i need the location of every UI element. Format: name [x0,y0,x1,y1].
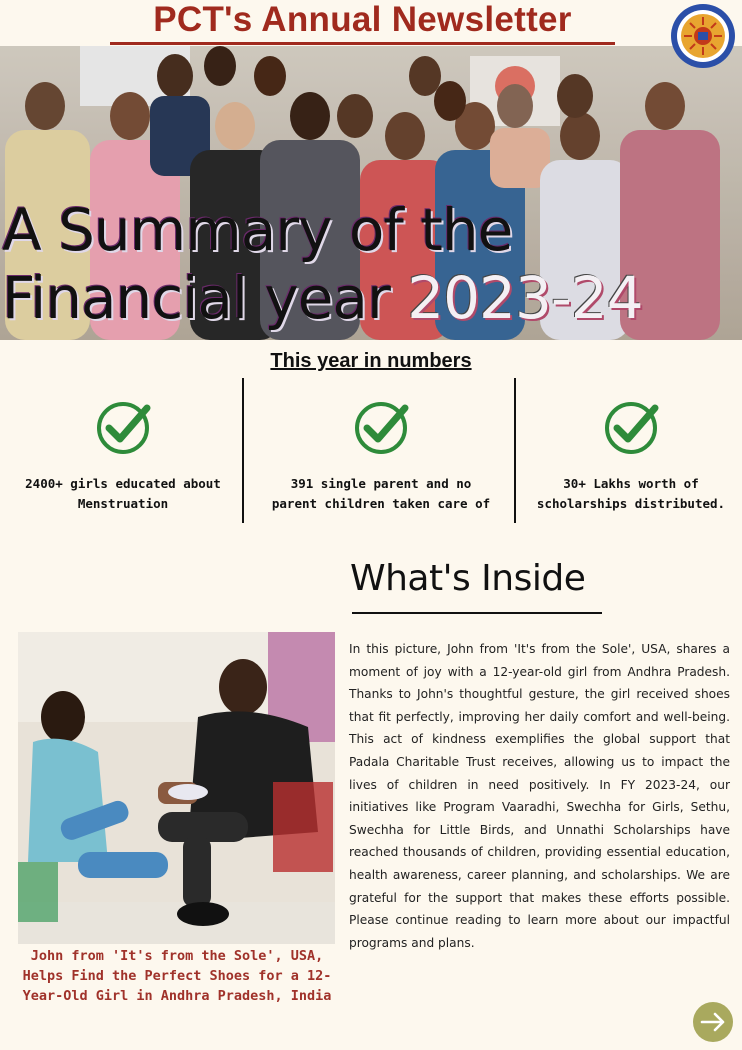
numbers-section-title: This year in numbers [270,350,472,372]
shoe-fitting-photo [18,632,335,944]
hero-line-2-prefix: Financial year [2,264,390,332]
photo-caption: John from 'It's from the Sole', USA, Helps Find the Perfect Shoes for a 12-Year-Old Girl in Andhra Pradesh, India [22,948,332,1004]
stat-text [8,474,238,514]
stat-line-1: 30+ Lakhs worth of [563,476,699,491]
stat-line-2: scholarships distributed. [536,496,726,511]
newsletter-header [0,0,742,46]
whats-inside-title: What's Inside [350,558,586,599]
inside-body-text: In this picture, John from 'It's from the Sole', USA, shares a moment of joy with a 12-year-old girl from Andhra Pradesh. Thanks to John's thoughtful gesture, the girl received shoes that fit perfectly, improving her daily comfort and well-being. This act of kindness exemplifies the global support that Padala Charitable Trust receives, allowing us to impact the lives of children in need positively. In FY 2023-24, our initiatives like Program Vaaradhi, Swechha for Girls, Sethu, Swechha for Little Birds, and Unnathi Scholarships have reached thousands of children, providing essential education, health awareness, career planning, and scholarships. We are grateful for the support that makes these efforts possible. Please continue reading to learn more about our impactful programs and plans. [349,642,730,950]
stat-line-1: 391 single parent and no [290,476,472,491]
trust-logo [670,3,736,69]
trust-seal-icon [670,3,736,69]
whats-inside-underline [352,612,602,614]
hero-line-2 [2,264,643,332]
stat-text [266,474,496,514]
stat-children-cared [266,400,496,514]
check-circle-icon [603,400,659,456]
hero-line-1: A Summary of the [2,196,513,264]
stat-scholarships [516,400,742,514]
stat-line-1: 2400+ girls educated about [25,476,221,491]
feature-photo [18,632,335,944]
newsletter-title: PCT's Annual Newsletter [110,0,615,45]
stat-line-2: Menstruation [77,496,169,511]
stat-girls-educated [8,400,238,514]
hero-banner [0,46,742,340]
stat-text [516,474,742,514]
hero-headline [2,196,643,332]
next-page-button[interactable] [693,1002,733,1042]
arrow-right-icon [693,1002,733,1042]
check-circle-icon [95,400,151,456]
stat-line-2: parent children taken care of [271,496,491,511]
stat-divider [242,378,244,523]
hero-year: 2023-24 [407,264,643,332]
check-circle-icon [353,400,409,456]
